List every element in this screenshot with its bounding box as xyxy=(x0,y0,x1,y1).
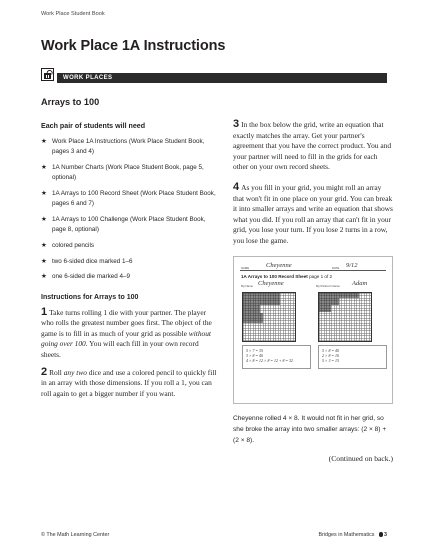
my-equation-box: 5 × 7 = 35 3 × 8 = 40 4 × 8 = 12 × 8 = 12 + 8 = 32 xyxy=(242,345,311,369)
example-caption: Cheyenne rolled 4 × 8. It would not fit in her grid, so she broke the array into two smaller arrays: (2 × 8) + (2 × 8). xyxy=(233,414,387,444)
my-name-value: Cheyenne xyxy=(258,279,284,287)
partner-grid xyxy=(318,292,372,342)
step-number: 4 xyxy=(233,180,240,193)
list-item: ★ Work Place 1A Instructions (Work Place Student Book, pages 3 and 4) xyxy=(41,137,219,158)
partner-name-label: My Partner's Name xyxy=(316,283,340,288)
continued-note: (Continued on back.) xyxy=(328,453,393,463)
step-number: 3 xyxy=(233,118,240,130)
partner-name-value: Adam xyxy=(352,279,368,287)
list-item: ★ 1A Arrays to 100 Challenge (Work Place Student Book, page 8, optional) xyxy=(41,215,219,236)
list-item: ★ 1A Arrays to 100 Record Sheet (Work Place Student Book, pages 6 and 7) xyxy=(41,189,219,210)
bullet-dot-icon xyxy=(379,532,384,537)
footer xyxy=(41,532,387,538)
record-sheet-example xyxy=(233,256,393,404)
date-label: DATE xyxy=(332,265,340,270)
step-number: 1 xyxy=(41,305,48,318)
list-item: ★ one 6-sided die marked 4–9 xyxy=(41,272,219,282)
instructions-heading: Instructions for Arrays to 100 xyxy=(41,293,139,301)
materials-list xyxy=(41,137,219,283)
page-number: 3 xyxy=(384,532,387,538)
running-head: Work Place Student Book xyxy=(41,11,105,17)
step-2: 2 Roll any two dice and use a colored pencil to quickly fill in an array with those dimensions. If you roll a 1, you can roll again to get a bigger number if you want. xyxy=(41,365,217,398)
left-column xyxy=(41,122,219,399)
banner-label: WORK PLACES xyxy=(63,74,113,81)
list-item: ★ 1A Number Charts (Work Place Student Book, page 5, optional) xyxy=(41,163,219,184)
list-item: ★ two 6-sided dice marked 1–6 xyxy=(41,257,219,267)
name-label: NAME xyxy=(241,265,250,270)
right-column xyxy=(233,119,393,463)
list-item: ★ colored pencils xyxy=(41,241,219,251)
partner-equation-box: 5 × 8 = 40 2 × 8 = 16 5 × 3 = 15 xyxy=(318,345,387,369)
my-name-label: My Name xyxy=(241,283,253,288)
materials-heading: Each pair of students will need xyxy=(41,122,146,130)
sheet-title: 1A Arrays to 100 Record Sheet page 1 of 2 xyxy=(241,273,333,279)
section-heading: Arrays to 100 xyxy=(41,97,100,107)
page-title: Work Place 1A Instructions xyxy=(41,38,226,54)
step-3: 3 In the box below the grid, write an equation that exactly matches the array. Get your partner's agreement that you have the correct product. You and your partner will need to fill in the grids for each other on your own record sheets. xyxy=(233,118,392,172)
header-rule xyxy=(240,270,386,271)
date-value: 9/12 xyxy=(346,261,358,269)
step-4: 4 As you fill in your grid, you might roll an array that won't fit in one place on your grid. You can break it into smaller arrays and write an equation that shows what you did. If you roll an array that can't fit in your grid, you lose your turn. If you lose 2 turns in a row, you lose the game. xyxy=(233,180,393,245)
my-grid xyxy=(242,292,296,342)
step-number: 2 xyxy=(41,365,48,378)
basket-icon xyxy=(41,68,54,81)
footer-book: Bridges in Mathematics 3 xyxy=(318,532,387,538)
work-places-banner xyxy=(57,73,387,83)
footer-copyright: © The Math Learning Center xyxy=(41,532,110,538)
step-1: 1 Take turns rolling 1 die with your partner. The player who rolls the greatest number goes first. The object of the game is to fill in as much of your grid as possible without going over 100. You will each fill in your own record sheets. xyxy=(41,305,212,359)
name-value: Cheyenne xyxy=(266,261,292,269)
